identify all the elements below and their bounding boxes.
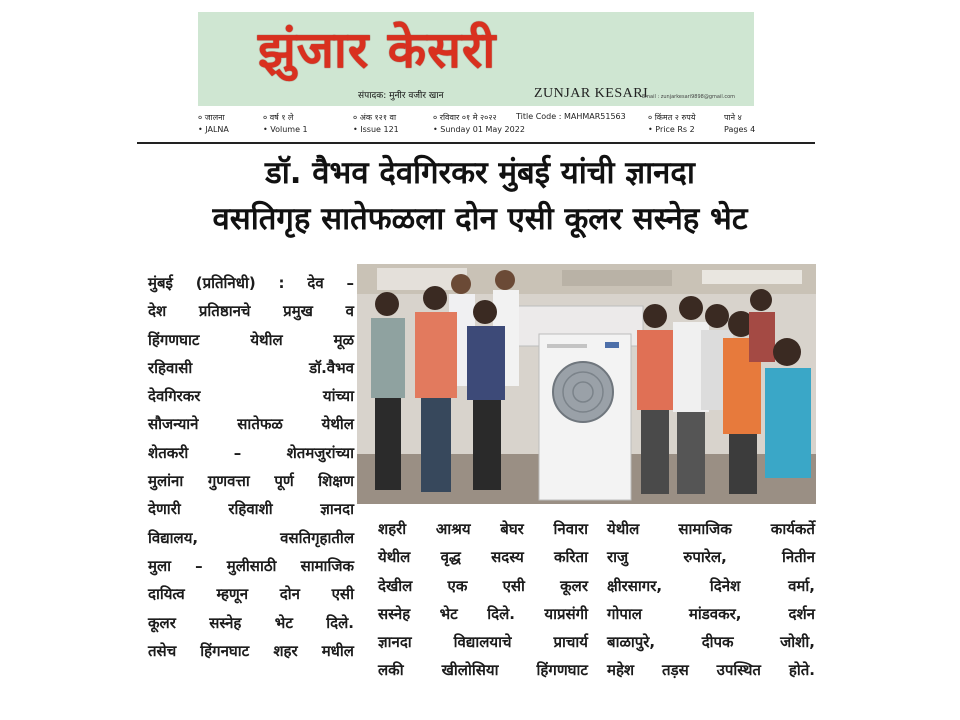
dateline-pages-en: Pages 4 <box>724 125 756 134</box>
newspaper-email: Email : zunjarkesari9898@gmail.com <box>642 94 735 100</box>
headline-line-2: वसतिगृह सातेफळला दोन एसी कूलर सस्नेह भेट <box>212 201 748 237</box>
article-line: मुला – मुलीसाठी सामाजिक <box>148 556 354 575</box>
header-divider <box>137 142 815 144</box>
dateline-row-marathi <box>198 112 756 124</box>
article-line: येथील वृद्ध सदस्य करिता <box>378 548 588 567</box>
article-line: देवगिरकर यांच्या <box>148 387 354 406</box>
article-line: ज्ञानदा विद्यालयाचे प्राचार्य <box>378 633 588 652</box>
article-line: सौजन्याने सातेफळ येथील <box>148 415 354 434</box>
article-line: रहिवासी डॉ.वैभव <box>148 358 354 377</box>
dateline-price: ० किंमत २ रुपये <box>648 113 696 122</box>
article-line: शेतकरी – शेतमजुरांच्या <box>148 443 354 462</box>
dateline-issue-en: • Issue 121 <box>353 125 399 134</box>
article-column-1 <box>148 269 354 665</box>
headline-line-1: डॉ. वैभव देवगिरकर मुंबई यांची ज्ञानदा <box>265 155 695 191</box>
article-line: मुलांना गुणवत्ता पूर्ण शिक्षण <box>148 472 354 491</box>
article-line: तसेच हिंगनघाट शहर मधील <box>148 641 354 660</box>
dateline-volume-en: • Volume 1 <box>263 125 308 134</box>
dateline-volume: ० वर्ष १ ले <box>263 113 294 122</box>
article-line: लकी खीलोसिया हिंगणघाट <box>378 661 588 680</box>
article-column-2 <box>378 515 588 685</box>
article-line: दायित्व म्हणून दोन एसी <box>148 585 354 604</box>
dateline <box>198 110 756 138</box>
dateline-issue: ० अंक १२१ वा <box>353 113 397 122</box>
article-photo <box>357 264 816 504</box>
article-line: देणारी रहिवाशी ज्ञानदा <box>148 500 354 519</box>
dateline-place-en: • JALNA <box>198 125 229 134</box>
dateline-title-code: Title Code : MAHMAR51563 <box>516 112 626 121</box>
article-line: महेश तड़स उपस्थित होते. <box>607 661 815 680</box>
dateline-pages: पाने ४ <box>724 113 742 122</box>
article-headline <box>140 150 820 242</box>
newspaper-name-english: ZUNJAR KESARI <box>534 86 649 101</box>
dateline-date-en: • Sunday 01 May 2022 <box>433 125 525 134</box>
article-line: देश प्रतिष्ठानचे प्रमुख व <box>148 302 354 321</box>
article-line: सस्नेह भेट दिले. याप्रसंगी <box>378 604 588 623</box>
dateline-place: ० जालना <box>198 113 225 122</box>
article-line: विद्यालय, वसतिगृहातील <box>148 528 354 547</box>
article-line: राजु रुपारेल, नितीन <box>607 548 815 567</box>
article-column-3 <box>607 515 815 685</box>
article-line: शहरी आश्रय बेघर निवारा <box>378 520 588 538</box>
article-line: कूलर सस्नेह भेट दिले. <box>148 613 354 632</box>
article-line: बाळापुरे, दीपक जोशी, <box>607 633 815 652</box>
dateline-price-en: • Price Rs 2 <box>648 125 695 134</box>
editor-credit: संपादक: मुनीर वजीर खान <box>358 91 444 101</box>
newspaper-logo: झुंजार केसरी <box>258 21 497 79</box>
article-line: मुंबई (प्रतिनिधी) : देव – <box>148 274 354 292</box>
masthead <box>198 12 754 106</box>
article-line: हिंगणघाट येथील मूळ <box>148 330 354 349</box>
group-photo-illustration <box>357 264 816 504</box>
dateline-date: ० रविवार ०१ मे २०२२ <box>433 113 497 122</box>
article-line: देखील एक एसी कूलर <box>378 576 588 595</box>
article-line: गोपाल मांडवकर, दर्शन <box>607 604 815 623</box>
article-line: क्षीरसागर, दिनेश वर्मा, <box>607 576 815 595</box>
article-line: येथील सामाजिक कार्यकर्ते <box>607 520 815 538</box>
dateline-row-english <box>198 125 756 137</box>
